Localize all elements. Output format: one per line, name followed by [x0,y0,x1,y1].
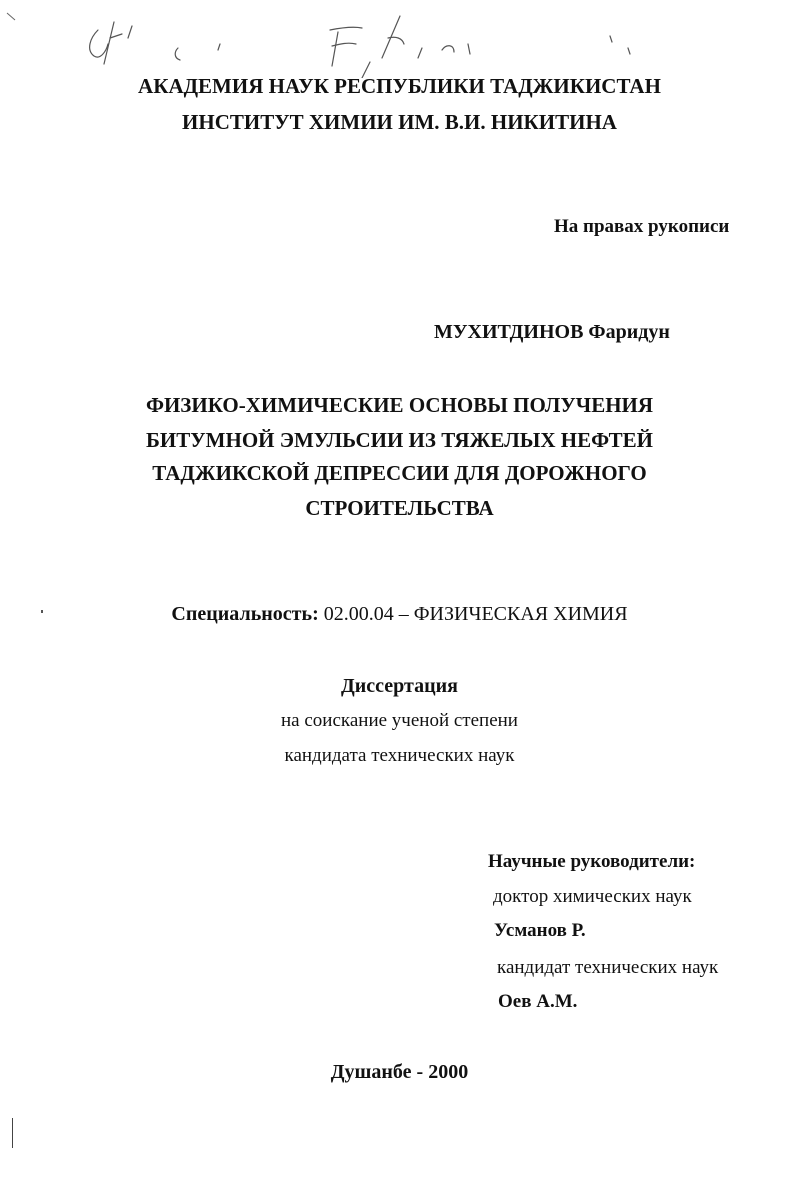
thesis-line-2: кандидата технических наук [284,745,515,766]
thesis-type: Диссертация [341,675,458,697]
title-line-3: ТАДЖИКСКОЙ ДЕПРЕССИИ ДЛЯ ДОРОЖНОГО [152,461,647,485]
specialty-line [0,603,799,626]
place-year: Душанбе - 2000 [330,1061,469,1083]
title-line-1: ФИЗИКО-ХИМИЧЕСКИЕ ОСНОВЫ ПОЛУЧЕНИЯ [145,393,654,417]
supervisor-1-degree: доктор химических наук [493,886,692,907]
corner-mark [6,12,18,22]
supervisor-2-degree: кандидат технических наук [497,957,719,978]
title-line-2: БИТУМНОЙ ЭМУЛЬСИИ ИЗ ТЯЖЕЛЫХ НЕФТЕЙ [146,428,653,452]
supervisors-heading: Научные руководители: [488,851,696,872]
institute-heading: ИНСТИТУТ ХИМИИ ИМ. В.И. НИКИТИНА [182,110,617,134]
handwritten-annotation [70,8,670,78]
title-line-4: СТРОИТЕЛЬСТВА [305,496,494,520]
rights-note: На правах рукописи [554,216,730,237]
thesis-line-1: на соискание ученой степени [281,710,518,731]
author-name: МУХИТДИНОВ Фаридун [434,321,670,343]
supervisor-1-name: Усманов Р. [494,920,586,941]
specialty-value: 02.00.04 – ФИЗИЧЕСКАЯ ХИМИЯ [318,603,628,625]
margin-line [12,1118,13,1148]
supervisor-2-name: Оев А.М. [498,991,578,1012]
academy-heading: АКАДЕМИЯ НАУК РЕСПУБЛИКИ ТАДЖИКИСТАН [138,74,661,98]
specialty-label: Специальность: [171,603,319,625]
